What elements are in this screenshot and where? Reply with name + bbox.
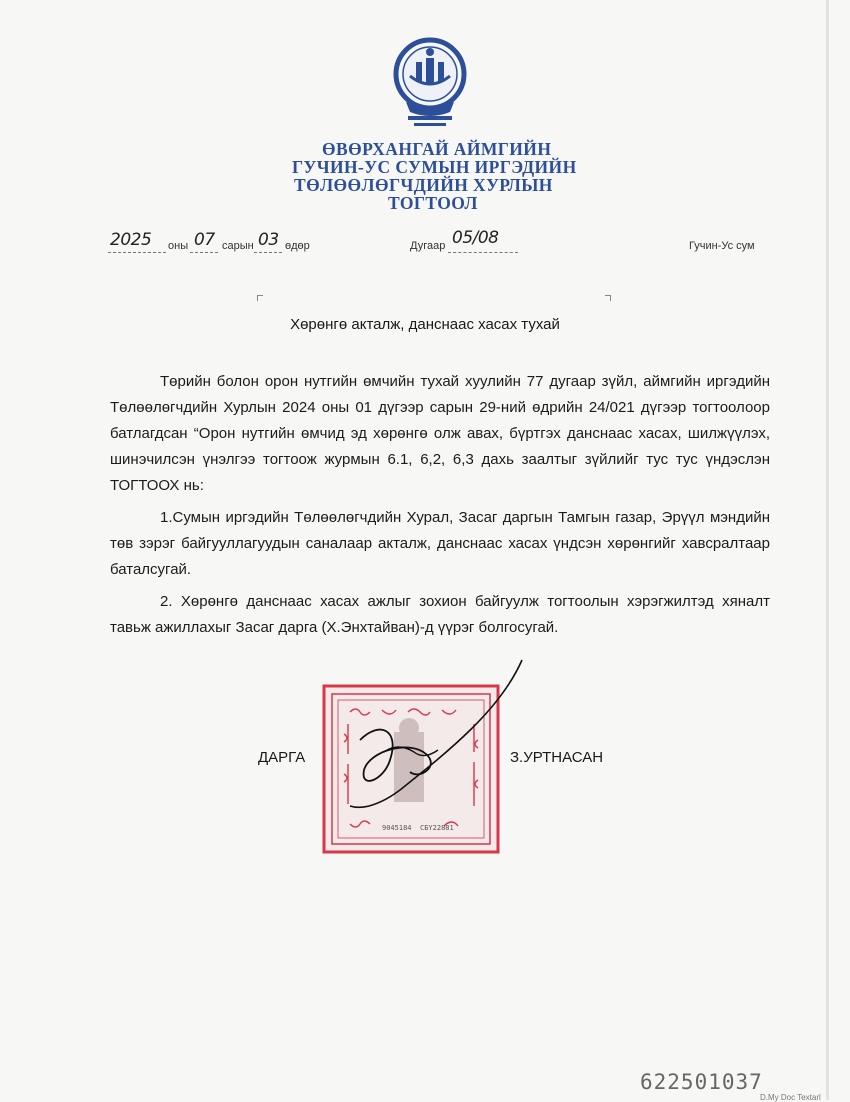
signatory-title: ДАРГА xyxy=(258,749,306,766)
document-number: 05/08 xyxy=(452,228,499,248)
signatory-name: З.УРТНАСАН xyxy=(510,749,604,766)
number-label: Дугаар xyxy=(410,240,446,252)
stamp-number-2: CБY22881 xyxy=(420,824,454,832)
org-line-1: ӨВӨРХАНГАЙ АЙМГИЙН xyxy=(322,139,552,159)
date-day: 03 xyxy=(258,230,279,250)
org-line-4: ТОГТООЛ xyxy=(388,193,478,213)
handwritten-signature xyxy=(300,640,560,840)
date-year-label: оны xyxy=(168,240,189,252)
archive-number: 622501037 xyxy=(640,1070,763,1094)
date-month-label: сарын xyxy=(222,240,254,252)
date-number-line xyxy=(0,226,850,256)
place-name: Гучин-Ус сум xyxy=(689,240,755,252)
organization-title xyxy=(260,140,590,212)
body-paragraph-2: 1.Сумын иргэдийн Төлөөлөгчдийн Хурал, Засаг даргын Тамгын газар, Эрүүл мэндийн төв зэрэг байгууллагуудын саналаар акталж, данснаас хасах үндсэн хөрөнгийг хавсралтаар баталсугай. xyxy=(110,509,770,578)
scan-edge-divider xyxy=(826,0,829,1100)
body-paragraph-3: 2. Хөрөнгө данснаас хасах ажлыг зохион байгуулж тогтоолын хэрэгжилтэд хяналт тавьж ажиллахыг Засаг дарга (Х.Энхтайван)-д үүрэг болгосугай. xyxy=(110,593,770,636)
document-body xyxy=(110,369,770,647)
date-month: 07 xyxy=(194,230,215,250)
state-emblem-icon xyxy=(390,36,470,136)
org-line-3: ТӨЛӨӨЛӨГЧДИЙН ХУРЛЫН xyxy=(294,175,553,195)
subject-corner-right xyxy=(605,295,611,301)
footer-note: D.My Doc Textarl xyxy=(760,1093,821,1102)
subject-corner-left xyxy=(257,295,263,301)
stamp-number-1: 9045184 xyxy=(382,824,412,832)
date-day-label: өдөр xyxy=(285,240,310,252)
date-year: 2025 xyxy=(110,230,152,250)
body-paragraph-1: Төрийн болон орон нутгийн өмчийн тухай хуулийн 77 дугаар зүйл, аймгийн иргэдийн Төлөөлөгчдийн Хурлын 2024 оны 01 дүгээр сарын 29-ний өдрийн 24/021 дүгээр тогтоолоор батлагдсан “Орон нутгийн өмчид эд хөрөнгө олж авах, бүртгэх данснаас хасах, шилжүүлэх, шинэчилсэн үнэлгээ тогтоож журмын 6.1, 6,2, 6,3 дахь заалтыг зүйлийг тус тус үндэслэн ТОГТООХ нь: xyxy=(110,373,770,494)
document-subject: Хөрөнгө акталж, данснаас хасах тухай xyxy=(290,316,560,333)
org-line-2: ГУЧИН-УС СУМЫН ИРГЭДИЙН xyxy=(292,157,577,177)
